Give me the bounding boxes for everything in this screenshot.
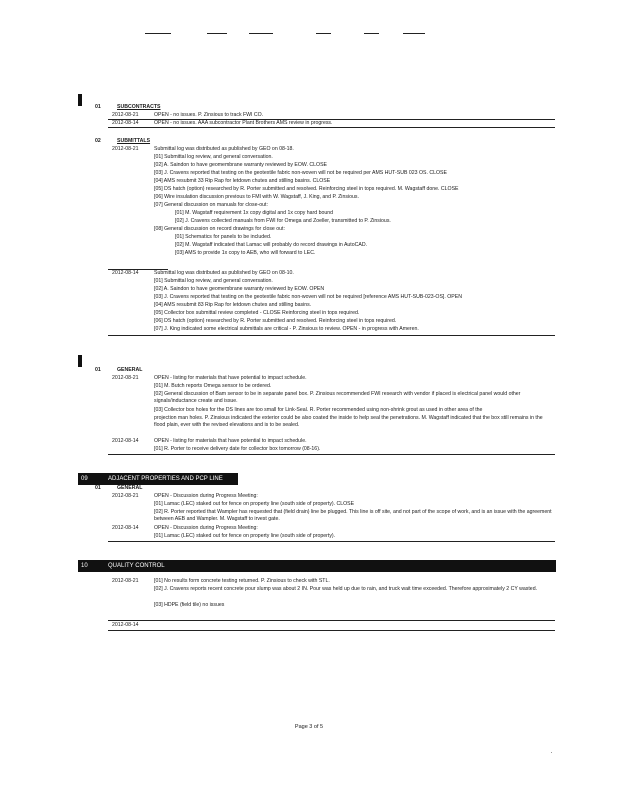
subsection-title: GENERAL — [117, 485, 143, 491]
entry-date: 2012-08-21 — [112, 146, 139, 152]
subsection-subcontracts — [95, 104, 555, 111]
section-number: 09 — [81, 476, 88, 482]
entry-text: [02] General discussion of Bam sensor to be in separate panel box. P. Zinsious recommended FWI research with vendor if placed is electrical panel would other signals/inductance create and issue. — [154, 391, 521, 404]
entry-text: [03] Collector box holes for the DS lines are too small for Link-Seal. R. Porter recommended using non-shrink grout as used in other area of the — [154, 407, 483, 413]
scan-speck — [551, 752, 552, 753]
entry-text: [03] AMS to provide 1x copy to AEB, who will forward to LEC. — [175, 250, 316, 256]
entry-text: [03] HDPE (field tile) no issues — [154, 602, 225, 608]
section-header — [78, 560, 556, 572]
entry-text: OPEN - Discussion during Progress Meeting: — [154, 525, 258, 531]
section-header — [78, 473, 238, 485]
divider — [108, 630, 555, 631]
entry-text: [02] R. Porter reported that Wampler has requested that (field drain) line be plugged. This line is off site, and not part of the scope of work, and is an issue with the agreement between AEB and Wampler. M. Wagstaff to irvest gate. — [154, 509, 552, 522]
section-title: QUALITY CONTROL — [108, 563, 165, 569]
entry-text: [04] AMS resubmit 33 Rip Rap for letdown chutes and stilling basins. CLOSE — [154, 178, 331, 184]
entry-text: [06] DS hatch (option) researched by R. Porter submitted and resolved. Reinforcing steel in tops required. — [154, 318, 397, 324]
section-marker — [78, 94, 82, 106]
section-subcontracts-submittals — [78, 94, 556, 344]
entry-date: 2012-08-21 — [112, 112, 139, 118]
entry-text: [06] Wire insulation discussion previous to FMI with W. Wagstaff, J. King, and P. Zinsious. — [154, 194, 359, 200]
entry-text: [03] J. Cravens reported that testing on the geotextile fabric non-woven will not be required [reference AMS HUT-SUB-023-OS]. OPEN — [154, 294, 462, 300]
entry-text: [01] M. Wagstaff requirement 1x copy digital and 1x copy hard bound — [175, 210, 334, 216]
section-number: 10 — [81, 563, 88, 569]
subsection-number: 02 — [95, 138, 101, 144]
entry-date: 2012-08-21 — [112, 493, 139, 499]
entry-text: [01] Submittal log review, and general conversation. — [154, 278, 273, 284]
entry-text: [07] J. King indicated some electrical submittals are critical - P. Zinsious to review. OPEN - in progress with Ameren. — [154, 326, 419, 332]
subsection-title: SUBCONTRACTS — [117, 104, 161, 110]
entry-text: [01] Lamac (LEC) staked out for fence on property line (south side of property). CLOSE — [154, 501, 355, 507]
entry-text: [04] AMS resubmit 83 Rip Rap for letdown chutes and stilling basins. — [154, 302, 312, 308]
subsection-submittals — [95, 138, 555, 145]
entry-text: Submittal log was distributed as published by GEO on 08-18. — [154, 146, 294, 152]
entry-text: [02] J. Cravens reports recent concrete pour slump was about 2 IN. Pour was held up due to rain, and truck wait time exceeded. Therefore approximately 2 CY wasted. — [154, 586, 538, 592]
entry-text: [01] Lamac (LEC) staked out for fence on property line (south side of property). — [154, 533, 336, 539]
entry-date: 2012-08-21 — [112, 578, 139, 584]
entry-date: 2012-08-14 — [112, 270, 139, 276]
entry-date: 2012-08-14 — [112, 438, 139, 444]
subsection-general — [95, 367, 555, 374]
entry-text: OPEN - listing for materials that have potential to impact schedule. — [154, 438, 307, 444]
subsection-title: GENERAL — [117, 367, 143, 373]
section-marker — [78, 355, 82, 367]
section-title: ADJACENT PROPERTIES AND PCP LINE — [108, 476, 223, 482]
entry-text: [01] Schematics for panels to be included. — [175, 234, 272, 240]
entry-text: [02] A. Saindon to have geomembrane warranty reviewed by EOW. CLOSE — [154, 162, 328, 168]
subsection-title: SUBMITTALS — [117, 138, 151, 144]
section-adjacent-properties — [78, 473, 556, 548]
divider — [108, 127, 555, 128]
entry-date: 2012-08-14 — [112, 525, 139, 531]
entry-date: 2012-08-21 — [112, 375, 139, 381]
entry-date: 2012-08-14 — [112, 120, 139, 126]
entry-text: [03] J. Cravens reported that testing on the geotextile fabric non-woven will not be required per AMS HUT-SUB 023 OS. CLOSE — [154, 170, 447, 176]
entry-text: [01] R. Porter to receive delivery date for collector box tomorrow (08-16). — [154, 446, 321, 452]
entry-text: [08] General discussion on record drawings for close out: — [154, 226, 285, 232]
subsection-number: 01 — [95, 367, 101, 373]
section-quality-control — [78, 560, 556, 660]
page-number: Page 3 of 5 — [294, 724, 324, 730]
entry-text: [05] DS hatch (option) researched by R. Porter submitted and resolved. Reinforcing steel in tops required. M. Wagstaff done. CLOSE — [154, 186, 459, 192]
divider — [108, 335, 555, 336]
subsection-number: 01 — [95, 104, 101, 110]
entry-text: OPEN - listing for materials that have potential to impact schedule. — [154, 375, 307, 381]
divider — [108, 620, 555, 621]
entry-text: [02] A. Saindon to have geomembrane warranty reviewed by EOW. OPEN — [154, 286, 325, 292]
entry-text: [01] Submittal log review, and general conversation. — [154, 154, 273, 160]
top-redaction-marks — [145, 33, 445, 37]
entry-text: OPEN - Discussion during Progress Meeting: — [154, 493, 258, 499]
divider — [108, 541, 555, 542]
entry-text: OPEN - no issues. AAA subcontractor Plant Brothers AMS review in progress. — [154, 120, 333, 126]
divider — [108, 454, 555, 455]
entry-text: [02] M. Wagstaff indicated that Lamac will probably do record drawings in AutoCAD. — [175, 242, 368, 248]
entry-text: [01] M. Butch reports Omega sensor to be ordered. — [154, 383, 272, 389]
entry-text: Submittal log was distributed as published by GEO on 08-10. — [154, 270, 294, 276]
subsection-number: 01 — [95, 485, 101, 491]
entry-text: OPEN - no issues. P. Zinsious to track FWI CO. — [154, 112, 264, 118]
entry-text: [05] Collector box submittal review completed - CLOSE Reinforcing steel in tops required. — [154, 310, 360, 316]
section-general — [78, 355, 556, 465]
entry-date: 2012-08-14 — [112, 622, 139, 628]
subsection-general — [95, 485, 555, 492]
entry-text: [01] No results form concrete testing returned. P. Zinsious to check with STL. — [154, 578, 330, 584]
entry-text: [02] J. Cravens collected manuals from FWI for Omega and Zoeller, transmitted to P. Zinsious. — [175, 218, 391, 224]
entry-text: [07] General discussion on manuals for close-out: — [154, 202, 268, 208]
entry-text: projection man holes. P. Zinsious indicated the exterior could be also coated the inside to help seal the penetrations. M. Wagstaff indicated that the box still remains in the flood plain, ever with the revised elevations and is to be sealed. — [154, 415, 543, 428]
